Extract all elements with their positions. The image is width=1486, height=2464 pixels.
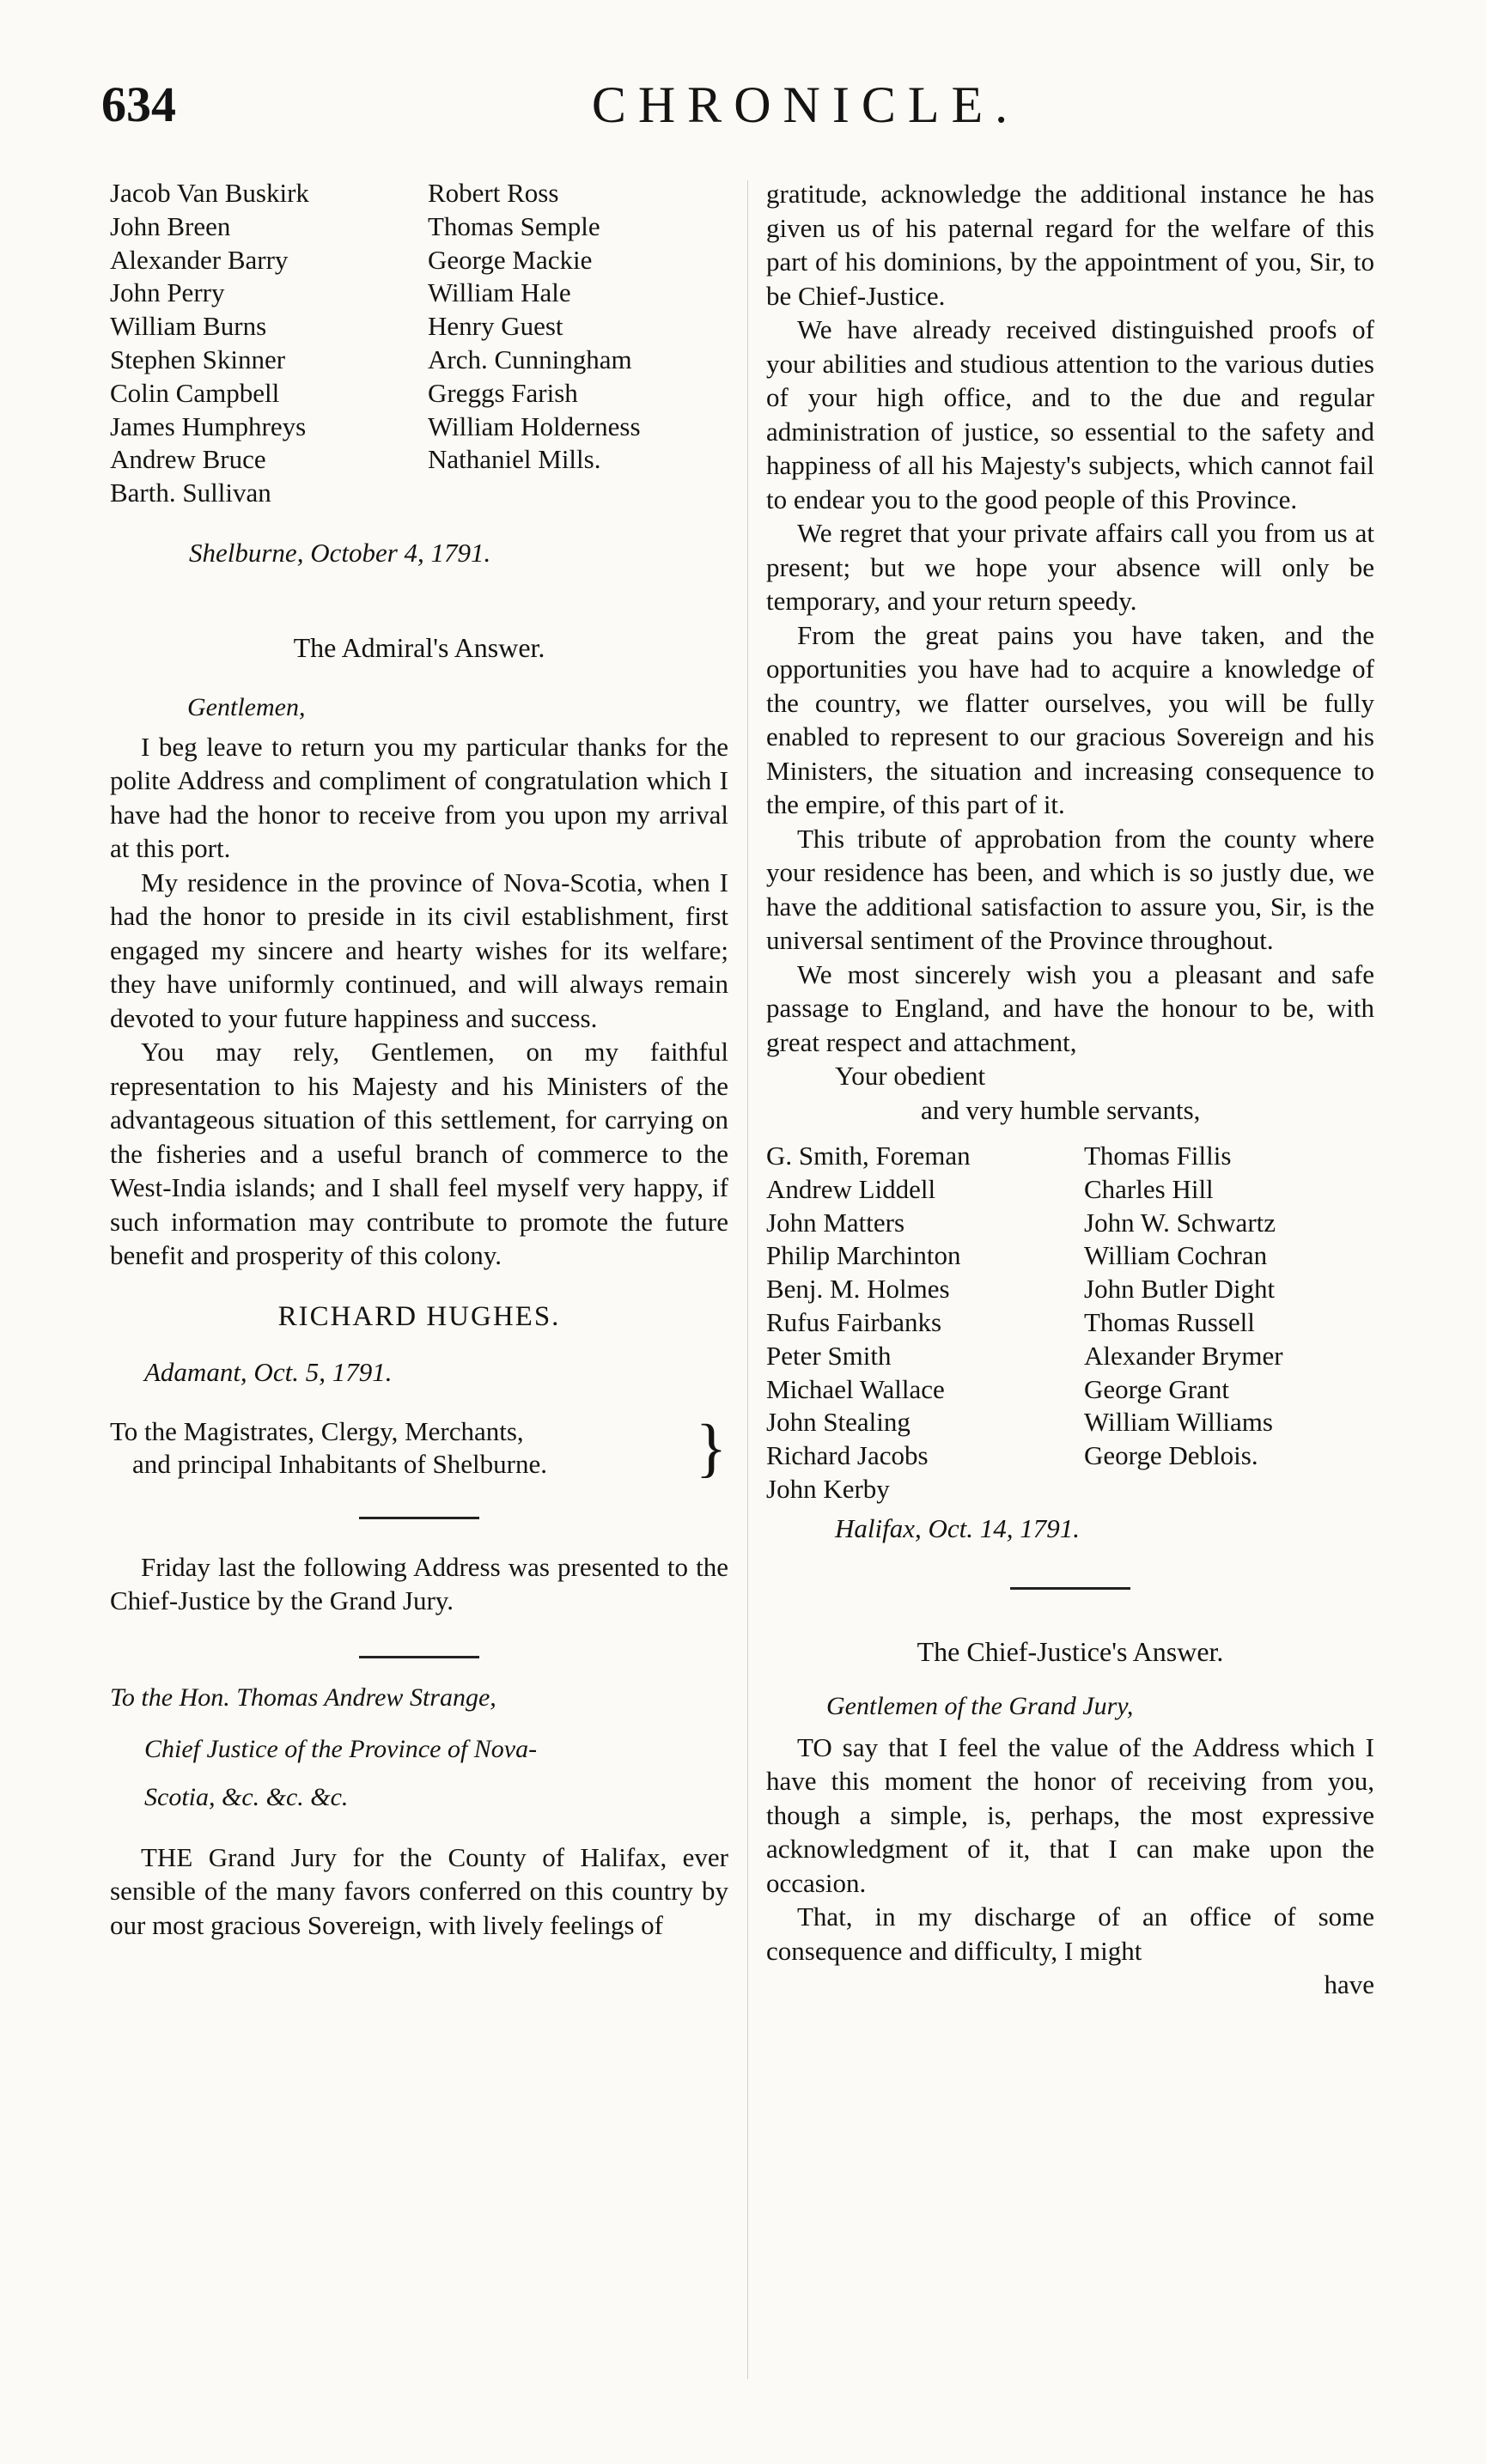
- signers-column-1: [110, 177, 428, 510]
- signer-name: William Cochran: [1084, 1240, 1268, 1271]
- salutation-gentlemen: Gentlemen,: [187, 692, 306, 721]
- signer-name: Michael Wallace: [766, 1373, 945, 1404]
- address-to-line-1: To the Hon. Thomas Andrew Strange,: [110, 1682, 496, 1712]
- heading-admirals-answer: The Admiral's Answer.: [293, 631, 545, 663]
- admiral-paragraph-2: My residence in the province of Nova-Scotia, when I had the honor to preside in its civil establishment, first engaged my sincere and hearty wishes for its welfare; they have uniformly continued, and will always remain devoted to your future happiness and success.: [110, 867, 728, 1033]
- grand-jury-paragraph-start: THE Grand Jury for the County of Halifax, ever sensible of the many favors conferred on this country by our most gracious Sovereign, with lively feelings of: [110, 1841, 728, 1940]
- address-to-line-3: Scotia, &c. &c. &c.: [144, 1782, 349, 1811]
- brace-icon: }: [695, 1411, 728, 1484]
- column-divider: [747, 180, 748, 2379]
- intro-paragraph: Friday last the following Address was presented to the Chief-Justice by the Grand Jury.: [110, 1551, 728, 1616]
- signer-name: Peter Smith: [766, 1340, 892, 1371]
- signer-name: Andrew Bruce: [110, 444, 266, 475]
- shelburne-signers: [110, 177, 728, 510]
- signer-name: Andrew Liddell: [766, 1173, 936, 1204]
- signer-name: George Deblois.: [1084, 1440, 1258, 1471]
- page-header: [101, 76, 1407, 153]
- closing-line-1: Your obedient: [835, 1061, 986, 1091]
- signer-name: Thomas Semple: [428, 210, 600, 241]
- signer-name: James Humphreys: [110, 411, 307, 441]
- page-number: 634: [101, 76, 176, 132]
- catchword: have: [1324, 1969, 1374, 2000]
- signer-name: John Butler Dight: [1084, 1274, 1276, 1305]
- signer-name: William Hale: [428, 277, 571, 308]
- address-to-line-2: Chief Justice of the Province of Nova-: [144, 1734, 538, 1763]
- signer-name: George Grant: [1084, 1373, 1230, 1404]
- addressee-line-1: To the Magistrates, Clergy, Merchants,: [110, 1415, 524, 1446]
- signer-name: Charles Hill: [1084, 1173, 1214, 1204]
- address-paragraph-5: This tribute of approbation from the county where your residence has been, and which is so justly due, we have the additional satisfaction to assure you, Sir, is the universal sentiment of the Province throughout.: [766, 823, 1374, 955]
- signer-name: Thomas Fillis: [1084, 1141, 1232, 1171]
- left-column: [110, 177, 728, 1942]
- signer-name: Henry Guest: [428, 311, 563, 342]
- signer-name: Philip Marchinton: [766, 1240, 961, 1271]
- signer-name: John Kerby: [766, 1473, 890, 1504]
- signer-name: Rufus Fairbanks: [766, 1306, 942, 1337]
- signer-name: G. Smith, Foreman: [766, 1141, 971, 1171]
- signer-name: Benj. M. Holmes: [766, 1274, 950, 1305]
- signer-name: William Burns: [110, 311, 267, 342]
- address-paragraph-6: We most sincerely wish you a pleasant and safe passage to England, and have the honour to be, with great respect and attachment,: [766, 958, 1374, 1057]
- signer-name: Barth. Sullivan: [110, 478, 271, 508]
- address-paragraph-4: From the great pains you have taken, and the opportunities you have had to acquire a knowledge of the country, we flatter ourselves, you will be fully enabled to represent to our gracious Sovereign and his Ministers, the situation and increasing consequence to the empire, of this part of it.: [766, 619, 1374, 819]
- signer-name: John Matters: [766, 1207, 905, 1238]
- salutation-grand-jury: Gentlemen of the Grand Jury,: [826, 1691, 1134, 1720]
- answer-paragraph-2: That, in my discharge of an office of some consequence and difficulty, I might: [766, 1901, 1374, 1966]
- answer-paragraph-1: TO say that I feel the value of the Address which I have this moment the honor of receiving from you, though a simple, is, perhaps, the most expressive acknowledgment of it, that I can make upon the occasion.: [766, 1731, 1374, 1898]
- running-title: CHRONICLE.: [591, 76, 1020, 133]
- signer-name: Arch. Cunningham: [428, 344, 632, 374]
- signer-name: Jacob Van Buskirk: [110, 178, 309, 208]
- signer-name: Colin Campbell: [110, 377, 280, 408]
- section-rule: [359, 1517, 479, 1519]
- closing-line-2: and very humble servants,: [921, 1095, 1201, 1125]
- address-paragraph-1: gratitude, acknowledge the additional instance he has given us of his paternal regard for the welfare of this part of his dominions, by the appointment of you, Sir, to be Chief-Justice.: [766, 179, 1374, 311]
- admiral-paragraph-1: I beg leave to return you my particular thanks for the polite Address and compliment of congratulation which I have had the honor to receive from you upon my arrival at this port.: [110, 731, 728, 864]
- signer-name: John Stealing: [766, 1407, 910, 1438]
- signer-name: Nathaniel Mills.: [428, 444, 601, 475]
- signer-name: William Holderness: [428, 411, 641, 441]
- signers-column-2: [1084, 1140, 1283, 1506]
- dateline-halifax: Halifax, Oct. 14, 1791.: [835, 1512, 1080, 1543]
- right-column: [766, 177, 1374, 2002]
- signature-richard-hughes: RICHARD HUGHES.: [277, 1300, 561, 1332]
- signer-name: John W. Schwartz: [1084, 1207, 1276, 1238]
- signer-name: Stephen Skinner: [110, 344, 286, 374]
- dateline-shelburne: Shelburne, October 4, 1791.: [189, 537, 491, 568]
- signer-name: Thomas Russell: [1084, 1306, 1255, 1337]
- addressee-block: [110, 1411, 728, 1484]
- grand-jury-signers: [766, 1140, 1374, 1506]
- section-rule-2: [359, 1656, 479, 1658]
- signer-name: William Williams: [1084, 1407, 1273, 1438]
- signer-name: George Mackie: [428, 244, 593, 275]
- signer-name: Greggs Farish: [428, 377, 578, 408]
- signer-name: Richard Jacobs: [766, 1440, 929, 1471]
- addressee-line-2: and principal Inhabitants of Shelburne.: [132, 1448, 547, 1479]
- address-paragraph-3: We regret that your private affairs call you from us at present; but we hope your absence will only be temporary, and your return speedy.: [766, 518, 1374, 616]
- signers-column-2: [428, 177, 641, 510]
- admiral-paragraph-3: You may rely, Gentlemen, on my faithful representation to his Majesty and his Ministers of the advantageous situation of this settlement, for carrying on the fisheries and a useful branch of commerce to the West-India islands; and I shall feel myself very happy, if such information may contribute to promote the future benefit and prosperity of this colony.: [110, 1037, 728, 1271]
- signer-name: John Perry: [110, 277, 225, 308]
- signer-name: John Breen: [110, 210, 231, 241]
- heading-chief-justice-answer: The Chief-Justice's Answer.: [917, 1635, 1224, 1667]
- address-paragraph-2: We have already received distinguished proofs of your abilities and studious attention to the various duties of your high office, and to the due and regular administration of justice, so essential to the safety and happiness of all his Majesty's subjects, which cannot fail to endear you to the good people of this Province.: [766, 314, 1374, 514]
- dateline-adamant: Adamant, Oct. 5, 1791.: [144, 1356, 393, 1387]
- signers-column-1: [766, 1140, 1084, 1506]
- signer-name: Alexander Brymer: [1084, 1340, 1283, 1371]
- section-rule-3: [1010, 1587, 1130, 1590]
- signer-name: Alexander Barry: [110, 244, 289, 275]
- signer-name: Robert Ross: [428, 178, 559, 208]
